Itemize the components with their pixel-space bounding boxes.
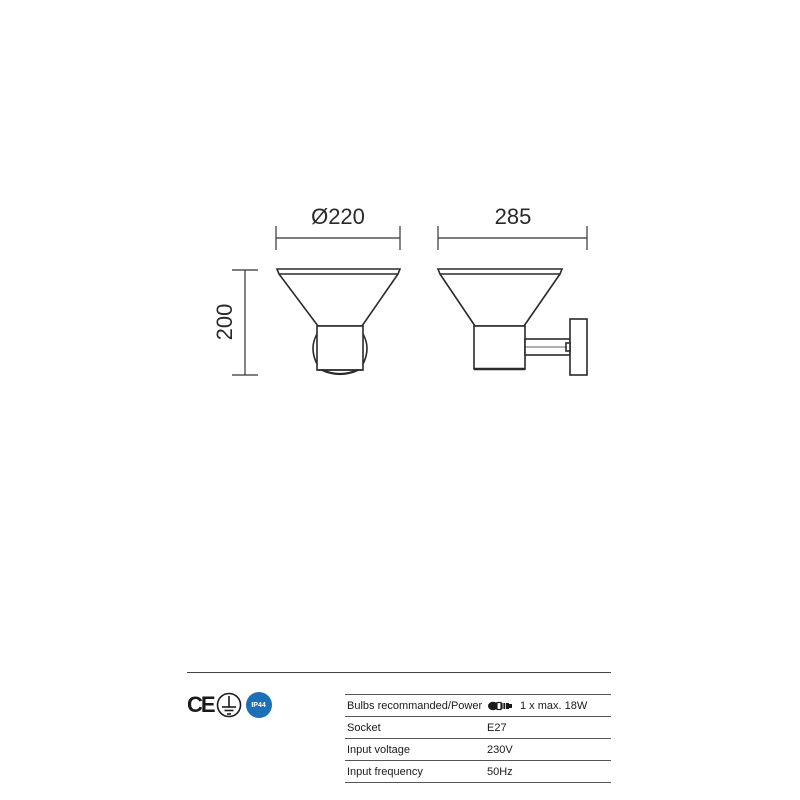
front-width-label: Ø220: [311, 204, 365, 229]
table-row: [345, 761, 611, 783]
side-depth-dimension: [438, 226, 587, 250]
spec-value: 1 x max. 18W: [520, 699, 588, 712]
specs-table: [345, 694, 611, 783]
spec-label: Input voltage: [345, 739, 485, 761]
table-row: [345, 695, 611, 717]
side-depth-label: 285: [494, 204, 532, 229]
spec-label: Input frequency: [345, 761, 485, 783]
spec-label: Socket: [345, 717, 485, 739]
ip-rating-badge: IP44: [246, 692, 272, 718]
table-row: [345, 739, 611, 761]
ground-symbol-icon: [216, 692, 242, 718]
certification-icons: [187, 692, 272, 718]
height-label: 200: [212, 303, 237, 341]
spec-value: 50Hz: [485, 761, 611, 783]
bulb-icon: [487, 701, 515, 711]
spec-value: E27: [485, 717, 611, 739]
spec-value: 230V: [485, 739, 611, 761]
specs-divider: [187, 672, 611, 673]
front-width-dimension: [276, 226, 400, 250]
ce-mark-icon: CE: [187, 692, 214, 717]
spec-value-cell: [485, 695, 611, 717]
lamp-front-view: [277, 269, 400, 374]
spec-label: Bulbs recommanded/Power: [345, 695, 485, 717]
table-row: [345, 717, 611, 739]
lamp-side-view: [438, 269, 587, 375]
